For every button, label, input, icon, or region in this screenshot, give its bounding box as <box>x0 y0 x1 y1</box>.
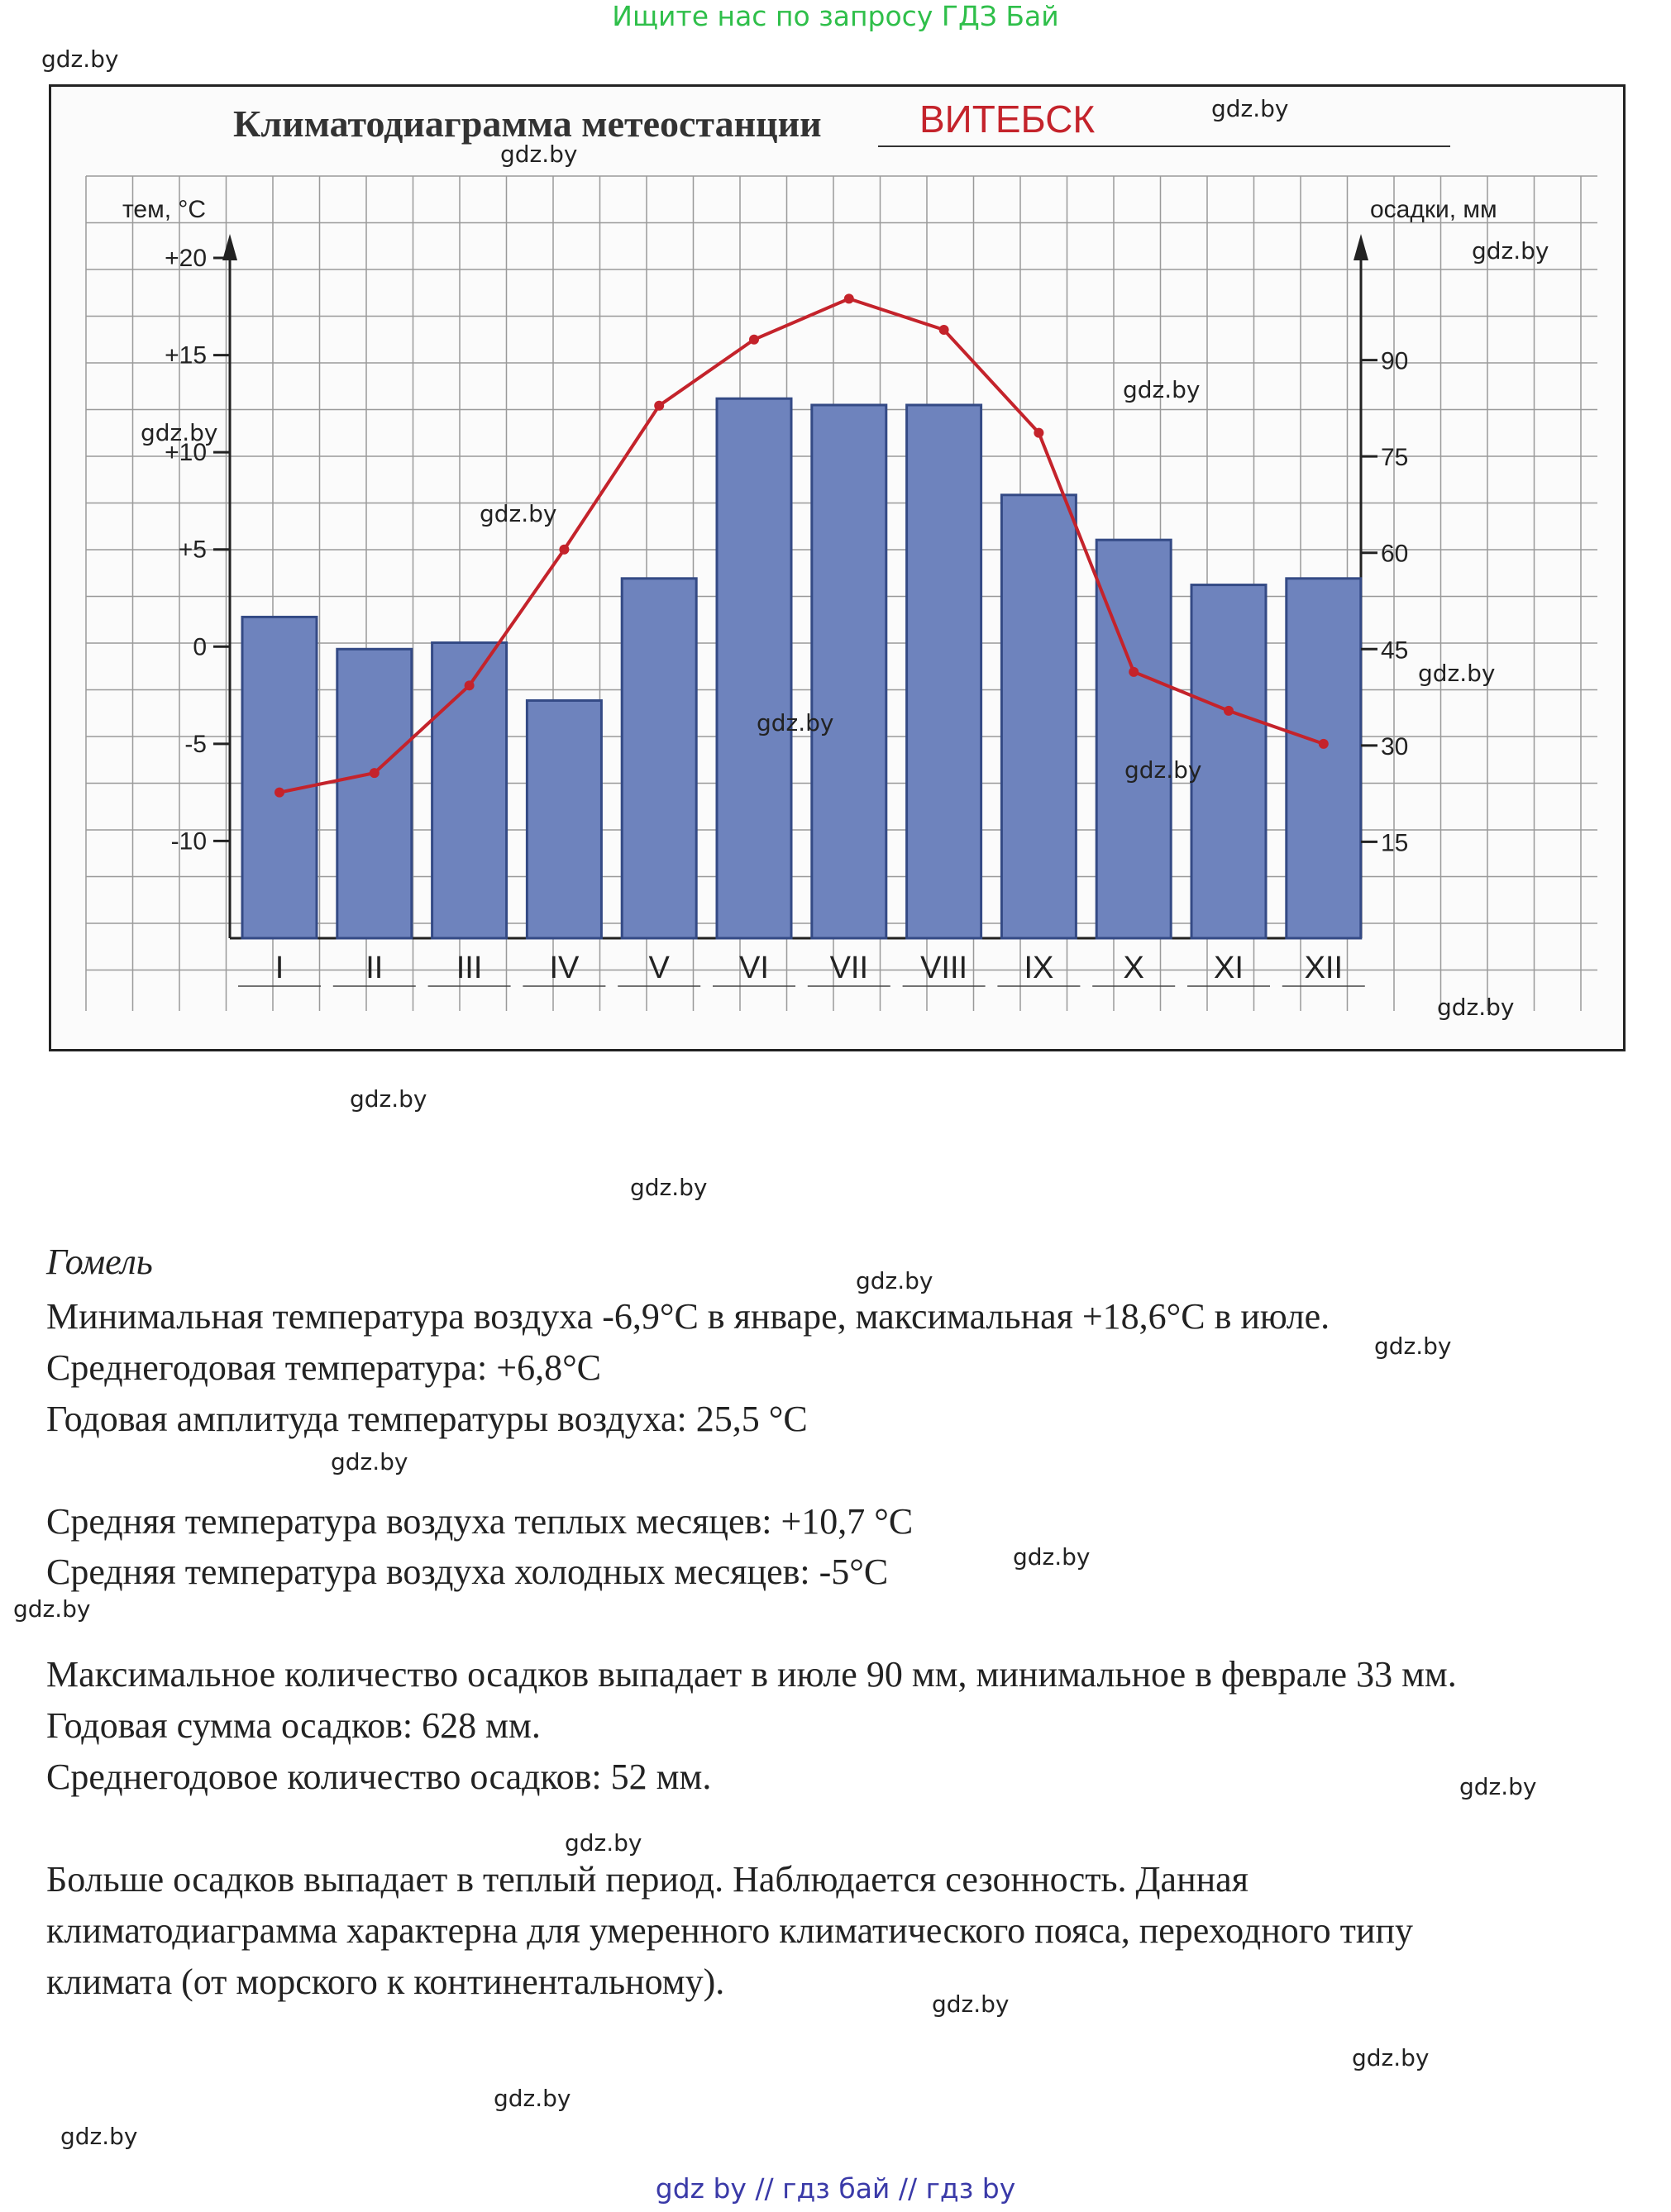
watermark: gdz.by <box>1124 756 1202 784</box>
text-line-conclusion-3: климата (от морского к континентальному). <box>46 1962 725 2002</box>
chart-svg <box>51 87 1626 1051</box>
temperature-point <box>370 768 380 778</box>
watermark: gdz.by <box>1418 660 1496 687</box>
text-line-cold-mean: Средняя температура воздуха холодных месяцев: -5°С <box>46 1552 889 1592</box>
precipitation-bar <box>527 700 601 938</box>
chart-title: Климатодиаграмма метеостанции <box>233 102 822 145</box>
month-label: X <box>1123 951 1144 985</box>
month-label: VII <box>829 951 869 985</box>
watermark: gdz.by <box>1472 237 1549 265</box>
precipitation-bars <box>242 398 1361 938</box>
watermark: gdz.by <box>1459 1773 1537 1800</box>
left-tick-label: -10 <box>170 827 207 856</box>
right-axis-arrow <box>1354 234 1368 260</box>
month-label: XII <box>1304 951 1344 985</box>
month-label: I <box>275 951 284 985</box>
text-line-min-max: Минимальная температура воздуха -6,9°С в январе, максимальная +18,6°С в июле. <box>46 1296 1330 1337</box>
left-axis-arrow <box>222 234 237 260</box>
right-tick-label: 75 <box>1381 444 1409 472</box>
temperature-point <box>559 545 569 555</box>
precipitation-bar <box>907 405 981 938</box>
temperature-point <box>1319 739 1329 749</box>
month-label: IV <box>549 951 580 985</box>
temperature-point <box>275 788 284 798</box>
month-label: VIII <box>920 951 968 985</box>
watermark: gdz.by <box>500 141 578 168</box>
precipitation-bar <box>242 617 317 938</box>
right-tick-label: 45 <box>1381 636 1409 665</box>
temperature-point <box>465 680 475 690</box>
watermark: gdz.by <box>932 1990 1010 2018</box>
watermark: gdz.by <box>141 419 218 446</box>
watermark: gdz.by <box>13 1595 91 1623</box>
precipitation-bar <box>622 579 696 938</box>
climate-chart <box>49 84 1626 1051</box>
watermark: gdz.by <box>856 1267 933 1294</box>
month-label: II <box>365 951 384 985</box>
temperature-point <box>939 325 949 335</box>
watermark: gdz.by <box>1374 1332 1452 1360</box>
watermark: gdz.by <box>1013 1543 1091 1571</box>
temperature-point <box>654 401 664 411</box>
left-tick-label: +15 <box>165 341 207 369</box>
text-line-amplitude: Годовая амплитуда температуры воздуха: 25,5 °С <box>46 1399 808 1439</box>
text-line-conclusion-1: Больше осадков выпадает в теплый период. Наблюдается сезонность. Данная <box>46 1859 1248 1900</box>
watermark: gdz.by <box>480 500 557 527</box>
text-line-precip-mean: Среднегодовое количество осадков: 52 мм. <box>46 1757 712 1797</box>
watermark: gdz.by <box>1352 2044 1430 2071</box>
right-tick-label: 30 <box>1381 732 1409 760</box>
right-axis-label: осадки, мм <box>1370 196 1497 223</box>
month-label: XI <box>1214 951 1244 985</box>
temperature-point <box>1034 428 1043 438</box>
watermark: gdz.by <box>1437 994 1515 1021</box>
watermark: gdz.by <box>565 1829 642 1857</box>
text-line-precip-total: Годовая сумма осадков: 628 мм. <box>46 1705 541 1746</box>
month-label: V <box>648 951 670 985</box>
right-tick-label: 15 <box>1381 829 1409 857</box>
precipitation-bar <box>717 398 791 938</box>
watermark: gdz.by <box>41 45 119 73</box>
left-axis-label: тем, °C <box>122 196 207 223</box>
left-tick-label: -5 <box>184 730 207 758</box>
temperature-point <box>1224 706 1234 716</box>
precipitation-bar <box>337 649 412 938</box>
left-tick-label: +5 <box>178 536 207 564</box>
footer-links[interactable]: gdz by // гдз бай // гдз by <box>655 2172 1016 2205</box>
precipitation-bar <box>1191 585 1266 938</box>
precipitation-bar <box>1287 579 1361 938</box>
precipitation-bar <box>1096 540 1171 938</box>
city-name: Гомель <box>46 1242 153 1282</box>
watermark: gdz.by <box>350 1085 427 1113</box>
watermark: gdz.by <box>494 2085 571 2112</box>
left-tick-label: +20 <box>165 245 207 272</box>
left-tick-label: 0 <box>193 633 207 661</box>
left-tick-label: +10 <box>165 439 207 467</box>
top-banner[interactable]: Ищите нас по запросу ГДЗ Бай <box>612 0 1059 32</box>
watermark: gdz.by <box>630 1174 708 1201</box>
right-tick-label: 60 <box>1381 540 1409 568</box>
month-label: VI <box>739 951 769 985</box>
precipitation-bar <box>1001 495 1076 938</box>
month-label: III <box>456 951 483 985</box>
text-line-conclusion-2: климатодиаграмма характерна для умеренного климатического пояса, переходного типу <box>46 1910 1414 1951</box>
precipitation-bar <box>812 405 886 938</box>
right-tick-label: 90 <box>1381 347 1409 375</box>
watermark: gdz.by <box>331 1448 408 1475</box>
month-label: IX <box>1024 951 1054 985</box>
watermark: gdz.by <box>60 2123 138 2150</box>
temperature-point <box>1129 667 1139 677</box>
text-line-precip-max-min: Максимальное количество осадков выпадает в июле 90 мм, минимальное в феврале 33 мм. <box>46 1654 1457 1695</box>
station-name: ВИТЕБСК <box>919 98 1096 141</box>
text-line-mean-temp: Среднегодовая температура: +6,8°С <box>46 1347 602 1388</box>
watermark: gdz.by <box>757 709 834 737</box>
watermark: gdz.by <box>1211 95 1289 122</box>
text-line-warm-mean: Средняя температура воздуха теплых месяцев: +10,7 °С <box>46 1501 914 1542</box>
temperature-point <box>749 335 759 345</box>
watermark: gdz.by <box>1123 376 1201 403</box>
temperature-point <box>844 293 854 303</box>
